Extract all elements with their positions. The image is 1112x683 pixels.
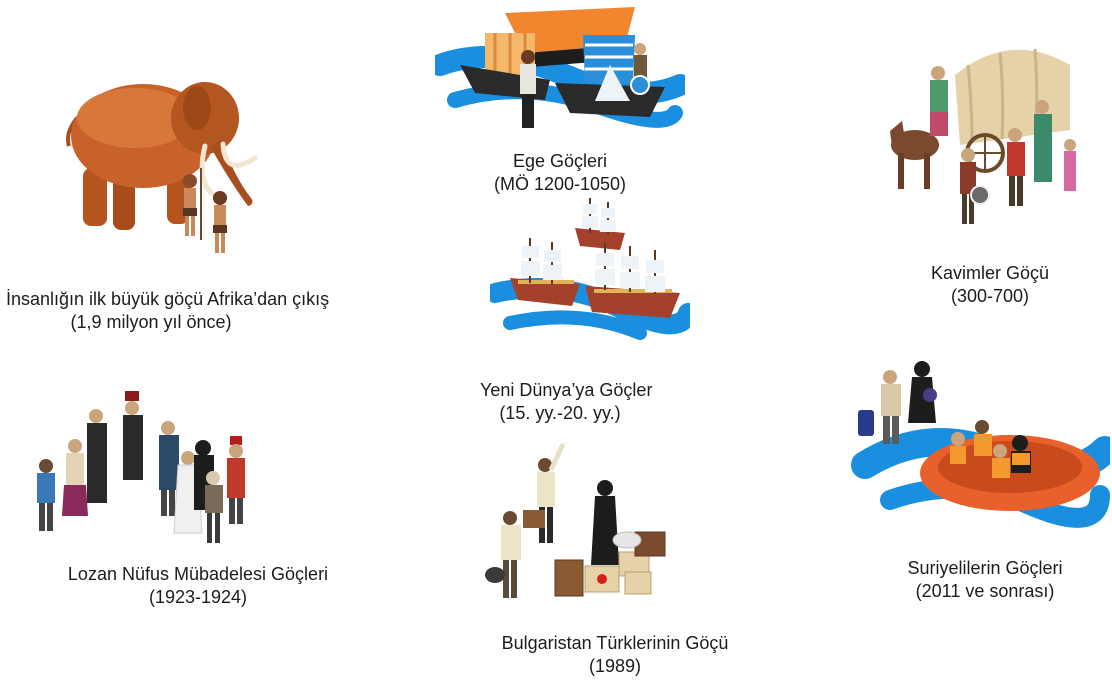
- migration-title: Lozan Nüfus Mübadelesi Göçleri: [67, 564, 329, 584]
- sailing-ships-illustration: [490, 198, 690, 348]
- migration-title: İnsanlığın ilk büyük göçü Afrika’dan çıkış: [6, 289, 330, 309]
- migration-period: (15. yy.-20. yy.): [499, 403, 621, 423]
- migration-title: Yeni Dünya’ya Göçler: [480, 380, 653, 400]
- migration-caption: [480, 379, 653, 425]
- crowd-of-people-illustration: [28, 388, 258, 553]
- mammoth-hunters-illustration: [55, 48, 265, 268]
- refugee-raft-illustration: [850, 355, 1110, 530]
- migration-period: (1923-1924): [148, 587, 248, 607]
- migration-period: (1989): [588, 656, 642, 676]
- migration-caption: [910, 262, 1070, 308]
- migration-title: Bulgaristan Türklerinin Göçü: [501, 633, 729, 653]
- covered-wagon-illustration: [880, 35, 1090, 245]
- migration-caption: [58, 563, 338, 609]
- migration-title: Suriyelilerin Göçleri: [907, 558, 1063, 578]
- migration-caption: [6, 288, 330, 334]
- migration-title: Kavimler Göçü: [930, 263, 1050, 283]
- migration-caption: [900, 557, 1070, 603]
- migration-period: (1,9 milyon yıl önce): [70, 312, 232, 332]
- migration-caption: [470, 632, 760, 678]
- migration-period: (MÖ 1200-1050): [493, 174, 627, 194]
- migration-period: (300-700): [950, 286, 1030, 306]
- migration-period: (2011 ve sonrası): [915, 581, 1055, 601]
- ancient-boats-illustration: [435, 5, 685, 140]
- migration-title: Ege Göçleri: [512, 151, 608, 171]
- people-with-luggage-illustration: [485, 440, 675, 610]
- migration-caption: [480, 150, 640, 196]
